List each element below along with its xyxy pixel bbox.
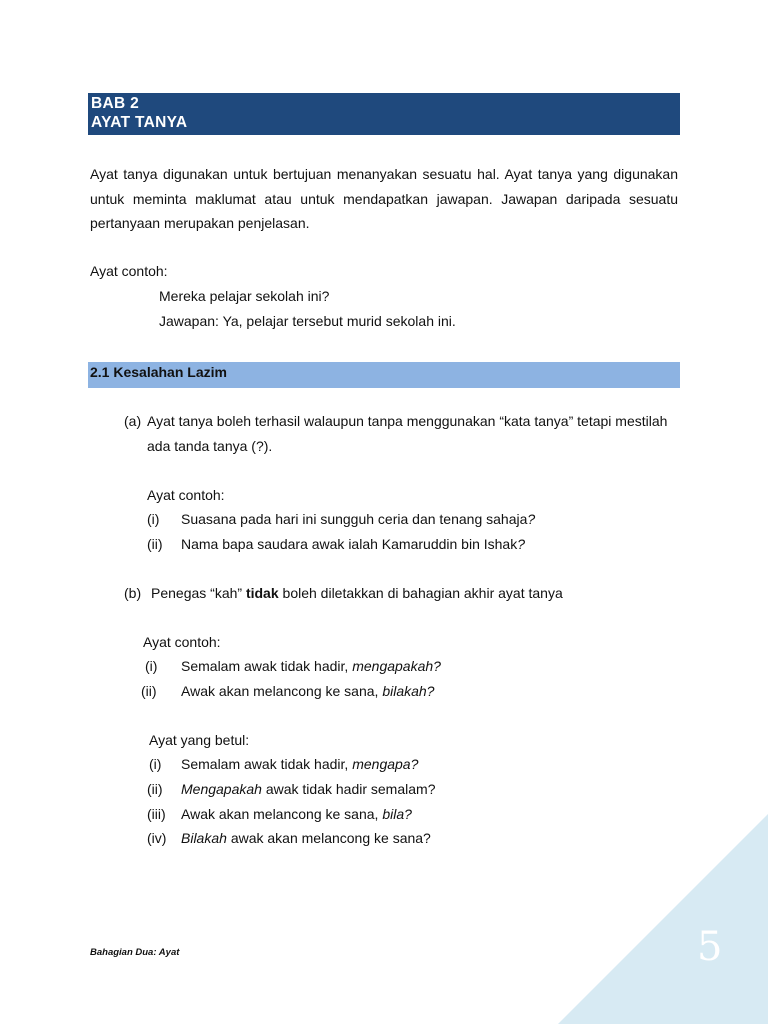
- item-a-example-label: Ayat contoh:: [147, 487, 225, 503]
- section-header: [88, 362, 680, 388]
- item-a-marker: (a): [124, 413, 142, 429]
- item-a-example-2: Nama bapa saudara awak ialah Kamaruddin bin Ishak?: [181, 536, 526, 552]
- example-answer: Jawapan: Ya, pelajar tersebut murid sekolah ini.: [159, 313, 456, 329]
- item-b-example-1: Semalam awak tidak hadir, mengapakah?: [181, 658, 441, 674]
- intro-paragraph: [90, 162, 678, 236]
- item-b-example-1-num: (i): [145, 658, 158, 674]
- item-b-example-label: Ayat contoh:: [143, 634, 221, 650]
- item-a-line-2: ada tanda tanya (?).: [147, 438, 273, 454]
- item-b-example-2: Awak akan melancong ke sana, bilakah?: [181, 683, 435, 699]
- item-b-text: Penegas “kah” tidak boleh diletakkan di bahagian akhir ayat tanya: [151, 585, 563, 601]
- intro-line-3: pertanyaan merupakan penjelasan.: [90, 215, 310, 231]
- example-question: Mereka pelajar sekolah ini?: [159, 288, 330, 304]
- intro-line-2: untuk meminta maklumat atau untuk mendapatkan jawapan. Jawapan daripada sesuatu: [90, 190, 678, 207]
- page-number: 5: [697, 924, 723, 970]
- footer-text: Bahagian Dua: Ayat: [90, 947, 180, 958]
- correct-1-num: (i): [149, 756, 162, 772]
- item-b-correct-label: Ayat yang betul:: [149, 732, 250, 748]
- chapter-number: BAB 2: [91, 95, 140, 112]
- correct-3: Awak akan melancong ke sana, bila?: [181, 806, 412, 822]
- example-label: Ayat contoh:: [90, 263, 168, 279]
- correct-3-num: (iii): [147, 806, 166, 822]
- chapter-header: [88, 93, 680, 135]
- item-a-example-2-num: (ii): [147, 536, 163, 552]
- item-b-marker: (b): [124, 585, 142, 601]
- correct-2-num: (ii): [147, 781, 163, 797]
- item-a-line-1: Ayat tanya boleh terhasil walaupun tanpa menggunakan “kata tanya” tetapi mestilah: [147, 413, 668, 429]
- corner-triangle-decoration: [558, 814, 768, 1024]
- item-a-example-1-num: (i): [147, 511, 160, 527]
- correct-2: Mengapakah awak tidak hadir semalam?: [181, 781, 436, 797]
- item-a-example-1: Suasana pada hari ini sungguh ceria dan tenang sahaja?: [181, 511, 536, 527]
- correct-4-num: (iv): [147, 830, 167, 846]
- intro-line-1: Ayat tanya digunakan untuk bertujuan menanyakan sesuatu hal. Ayat tanya yang digunakan: [90, 166, 678, 182]
- item-b-example-2-num: (ii): [141, 683, 157, 699]
- section-title: 2.1 Kesalahan Lazim: [90, 364, 227, 380]
- correct-4: Bilakah awak akan melancong ke sana?: [181, 830, 431, 846]
- chapter-title: AYAT TANYA: [91, 114, 188, 131]
- correct-1: Semalam awak tidak hadir, mengapa?: [181, 756, 419, 772]
